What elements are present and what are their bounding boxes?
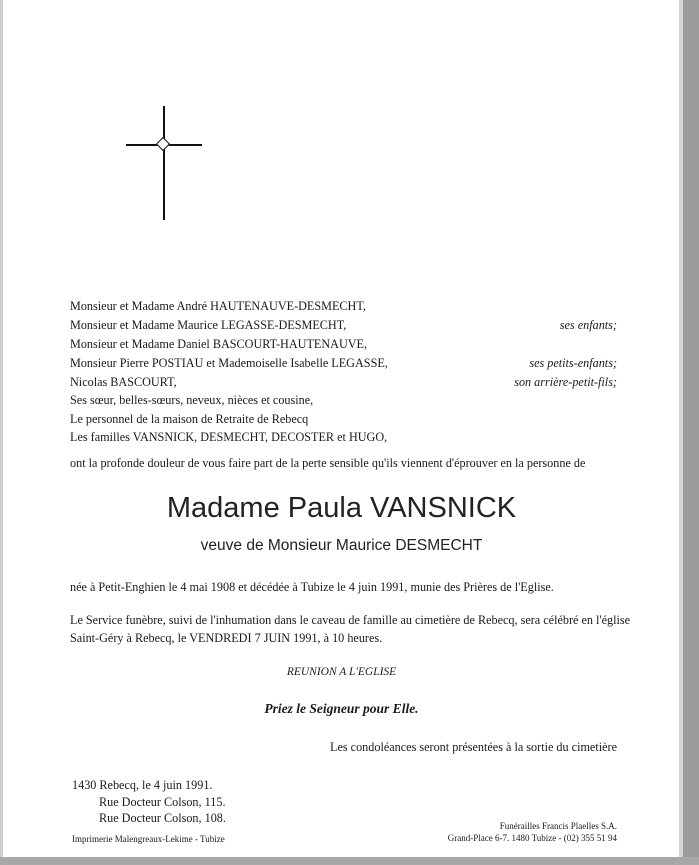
relation-children: ses enfants; (559, 318, 617, 332)
relation-great-grandchild: son arrière-petit-fils; (514, 375, 617, 389)
family-line: Monsieur et Madame André HAUTENAUVE-DESMECHT, (70, 299, 366, 313)
deceased-widow-of: veuve de Monsieur Maurice DESMECHT (200, 537, 483, 554)
announcement-intro: ont la profonde douleur de vous faire part de la perte sensible qu'ils viennent d'éprouver en la personne de (70, 456, 586, 470)
family-line: Nicolas BASCOURT, (70, 375, 177, 389)
printer-credit: Imprimerie Malengreaux-Lekime - Tubize (72, 834, 225, 844)
deceased-name: Madame Paula VANSNICK (166, 492, 517, 524)
family-line: Monsieur et Madame Maurice LEGASSE-DESMECHT, (70, 318, 347, 332)
reunion-notice: REUNION A L'EGLISE (286, 666, 397, 678)
family-line: Les familles VANSNICK, DESMECHT, DECOSTER et HUGO, (70, 430, 388, 444)
relation-grandchildren: ses petits-enfants; (529, 356, 617, 370)
scan-left-edge (0, 0, 3, 865)
family-line: Monsieur Pierre POSTIAU et Mademoiselle Isabelle LEGASSE, (70, 356, 388, 370)
funeral-home-address: Grand-Place 6-7. 1480 Tubize - (02) 355 51 94 (447, 833, 617, 843)
place-date: 1430 Rebecq, le 4 juin 1991. (72, 778, 213, 792)
family-line: Monsieur et Madame Daniel BASCOURT-HAUTENAUVE, (70, 337, 368, 351)
scan-bottom-edge (0, 857, 699, 865)
prayer-line: Priez le Seigneur pour Elle. (264, 701, 419, 716)
family-line: Ses sœur, belles-sœurs, neveux, nièces et cousine, (70, 393, 314, 407)
address-line: Rue Docteur Colson, 108. (99, 811, 226, 825)
family-line: Le personnel de la maison de Retraite de Rebecq (70, 412, 309, 426)
cross-center-diamond (156, 137, 170, 151)
address-line: Rue Docteur Colson, 115. (99, 795, 226, 809)
birth-death-line: née à Petit-Enghien le 4 mai 1908 et décédée à Tubize le 4 juin 1991, munie des Prières de l'Eglise. (70, 580, 554, 594)
scan-right-edge (683, 0, 699, 865)
funeral-home-name: Funérailles Francis Plaelles S.A. (499, 821, 617, 831)
service-line-1: Le Service funèbre, suivi de l'inhumation dans le caveau de famille au cimetière de Rebecq, sera célébré en l'église (70, 613, 631, 627)
service-line-2: Saint-Géry à Rebecq, le VENDREDI 7 JUIN 1991, à 10 heures. (70, 631, 383, 645)
condolences-line: Les condoléances seront présentées à la sortie du cimetière (330, 740, 617, 754)
cross-vertical-bar (163, 106, 165, 220)
